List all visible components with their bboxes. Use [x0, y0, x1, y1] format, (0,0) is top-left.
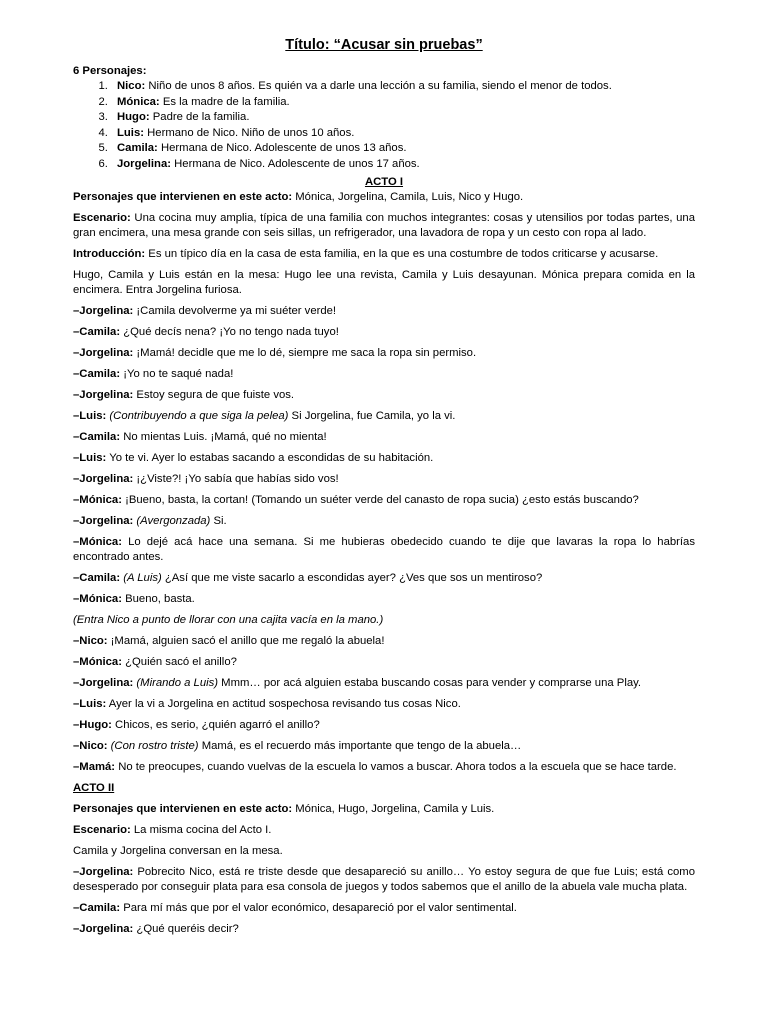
speaker-name: –Nico:	[73, 634, 108, 647]
speaker-name: –Jorgelina:	[73, 514, 134, 527]
speaker-name: –Mónica:	[73, 655, 122, 668]
character-item: 3. Hugo: Padre de la familia.	[111, 110, 695, 126]
dialogue-text: ¡Camila devolverme ya mi suéter verde!	[133, 304, 337, 317]
dialogue-text: ¡Mamá! decidle que me lo dé, siempre me saca la ropa sin permiso.	[133, 346, 477, 359]
dialogue-text: ¡Yo no te saqué nada!	[120, 367, 234, 380]
speaker-name: –Luis:	[73, 697, 107, 710]
dialogue-line	[73, 346, 695, 361]
dialogue-line	[73, 409, 695, 424]
dialogue-text: No mientas Luis. ¡Mamá, qué no mienta!	[120, 430, 327, 443]
act-2-setting: Escenario: La misma cocina del Acto I.	[73, 823, 272, 836]
dialogue-text: Si Jorgelina, fue Camila, yo la vi.	[288, 409, 456, 422]
characters-heading: 6 Personajes:	[73, 65, 147, 77]
dialogue-line	[73, 304, 695, 319]
character-item: 2. Mónica: Es la madre de la familia.	[111, 95, 695, 111]
dialogue-text: ¡Mamá, alguien sacó el anillo que me regaló la abuela!	[107, 634, 385, 647]
dialogue-text: ¿Quién sacó el anillo?	[121, 655, 237, 668]
dialogue-text: Lo dejé acá hace una semana. Si me hubieras obedecido cuando te dije que lavaras la ropa lo habrías encontrado antes.	[73, 535, 695, 563]
act-2-narration: Camila y Jorgelina conversan en la mesa.	[73, 844, 283, 857]
dialogue-line	[73, 367, 695, 382]
dialogue-text: Si.	[210, 514, 227, 527]
stage-note: (Con rostro triste)	[107, 739, 199, 752]
dialogue-line	[73, 676, 695, 691]
dialogue-text: Mamá, es el recuerdo más importante que tengo de la abuela…	[198, 739, 522, 752]
speaker-name: –Jorgelina:	[73, 922, 134, 935]
dialogue-line	[73, 571, 695, 586]
character-item: 6. Jorgelina: Hermana de Nico. Adolescente de unos 17 años.	[111, 157, 695, 173]
dialogue-text: ¡¿Viste?! ¡Yo sabía que habías sido vos!	[133, 472, 339, 485]
speaker-name: –Jorgelina:	[73, 304, 134, 317]
stage-note: (Mirando a Luis)	[133, 676, 219, 689]
act-1-dialogues-2	[73, 634, 695, 775]
dialogue-line	[73, 535, 695, 565]
document-title: Título: “Acusar sin pruebas”	[285, 37, 483, 53]
act-1-stage-direction: (Entra Nico a punto de llorar con una cajita vacía en la mano.)	[73, 613, 384, 626]
speaker-name: –Nico:	[73, 739, 108, 752]
speaker-name: –Jorgelina:	[73, 865, 134, 878]
dialogue-line	[73, 325, 695, 340]
dialogue-line	[73, 451, 695, 466]
speaker-name: –Camila:	[73, 901, 121, 914]
speaker-name: –Mónica:	[73, 535, 122, 548]
dialogue-line	[73, 760, 695, 775]
dialogue-line	[73, 493, 695, 508]
speaker-name: –Jorgelina:	[73, 346, 134, 359]
dialogue-line	[73, 634, 695, 649]
speaker-name: –Jorgelina:	[73, 388, 134, 401]
dialogue-line	[73, 739, 695, 754]
dialogue-line	[73, 388, 695, 403]
act-1-characters: Personajes que intervienen en este acto: Mónica, Jorgelina, Camila, Luis, Nico y Hugo.	[73, 190, 524, 203]
speaker-name: –Camila:	[73, 367, 121, 380]
dialogue-text: Estoy segura de que fuiste vos.	[133, 388, 295, 401]
dialogue-line	[73, 718, 695, 733]
character-item: 4. Luis: Hermano de Nico. Niño de unos 10 años.	[111, 126, 695, 142]
speaker-name: –Camila:	[73, 325, 121, 338]
dialogue-text: Pobrecito Nico, está re triste desde que desapareció su anillo… Yo estoy segura de que fue Luis; está como desesperado por conseguir plata para esa consola de juegos y todos sabemos que el anillo de la abuela vale mucha plata.	[73, 865, 695, 893]
character-item: 5. Camila: Hermana de Nico. Adolescente de unos 13 años.	[111, 141, 695, 157]
speaker-name: –Luis:	[73, 451, 107, 464]
speaker-name: –Mónica:	[73, 493, 122, 506]
dialogue-line	[73, 430, 695, 445]
dialogue-line	[73, 865, 695, 895]
act-1-dialogues	[73, 304, 695, 607]
dialogue-line	[73, 922, 695, 937]
dialogue-text: ¿Qué queréis decir?	[133, 922, 239, 935]
stage-note: (Contribuyendo a que siga la pelea)	[106, 409, 289, 422]
act-2-characters: Personajes que intervienen en este acto: Mónica, Hugo, Jorgelina, Camila y Luis.	[73, 802, 495, 815]
character-item: 1. Nico: Niño de unos 8 años. Es quién va a darle una lección a su familia, siendo el menor de todos.	[111, 79, 695, 95]
dialogue-text: Bueno, basta.	[121, 592, 195, 605]
dialogue-text: ¿Qué decís nena? ¡Yo no tengo nada tuyo!	[120, 325, 339, 338]
speaker-name: –Mamá:	[73, 760, 116, 773]
dialogue-text: Yo te vi. Ayer lo estabas sacando a escondidas de su habitación.	[106, 451, 434, 464]
dialogue-line	[73, 472, 695, 487]
dialogue-line	[73, 592, 695, 607]
act-2-dialogues	[73, 865, 695, 937]
stage-note: (A Luis)	[120, 571, 162, 584]
dialogue-line	[73, 514, 695, 529]
characters-list	[73, 79, 695, 173]
speaker-name: –Hugo:	[73, 718, 112, 731]
speaker-name: –Jorgelina:	[73, 472, 134, 485]
speaker-name: –Camila:	[73, 430, 121, 443]
dialogue-text: ¿Así que me viste sacarlo a escondidas ayer? ¿Ves que sos un mentiroso?	[161, 571, 543, 584]
dialogue-line	[73, 901, 695, 916]
act-1-setting: Escenario: Una cocina muy amplia, típica de una familia con muchos integrantes: cosas y utensilios por todas partes, una gran encimera, una mesa grande con seis sillas, un refrigerador, una lavadora de ropa y un cesto con ropa al lado.	[73, 211, 695, 239]
dialogue-text: ¡Bueno, basta, la cortan! (Tomando un suéter verde del canasto de ropa sucia) ¿esto estás buscando?	[121, 493, 639, 506]
dialogue-text: Chicos, es serio, ¿quién agarró el anillo?	[111, 718, 320, 731]
speaker-name: –Camila:	[73, 571, 121, 584]
dialogue-text: Para mí más que por el valor económico, desapareció por el valor sentimental.	[120, 901, 517, 914]
speaker-name: –Jorgelina:	[73, 676, 134, 689]
act-1-narration: Hugo, Camila y Luis están en la mesa: Hugo lee una revista, Camila y Luis desayunan. Mónica prepara comida en la encimera. Entra Jorgelina furiosa.	[73, 268, 695, 296]
speaker-name: –Luis:	[73, 409, 107, 422]
act-2-heading: ACTO II	[73, 781, 115, 794]
speaker-name: –Mónica:	[73, 592, 122, 605]
act-1-introduction: Introducción: Es un típico día en la casa de esta familia, en la que es una costumbre de todos criticarse y acusarse.	[73, 247, 659, 260]
dialogue-text: Ayer la vi a Jorgelina en actitud sospechosa revisando tus cosas Nico.	[106, 697, 461, 710]
stage-note: (Avergonzada)	[133, 514, 211, 527]
dialogue-line	[73, 697, 695, 712]
dialogue-text: No te preocupes, cuando vuelvas de la escuela lo vamos a buscar. Ahora todos a la escuela que se hace tarde.	[115, 760, 677, 773]
dialogue-line	[73, 655, 695, 670]
act-1-heading: ACTO I	[364, 175, 404, 188]
dialogue-text: Mmm… por acá alguien estaba buscando cosas para vender y comprarse una Play.	[218, 676, 642, 689]
